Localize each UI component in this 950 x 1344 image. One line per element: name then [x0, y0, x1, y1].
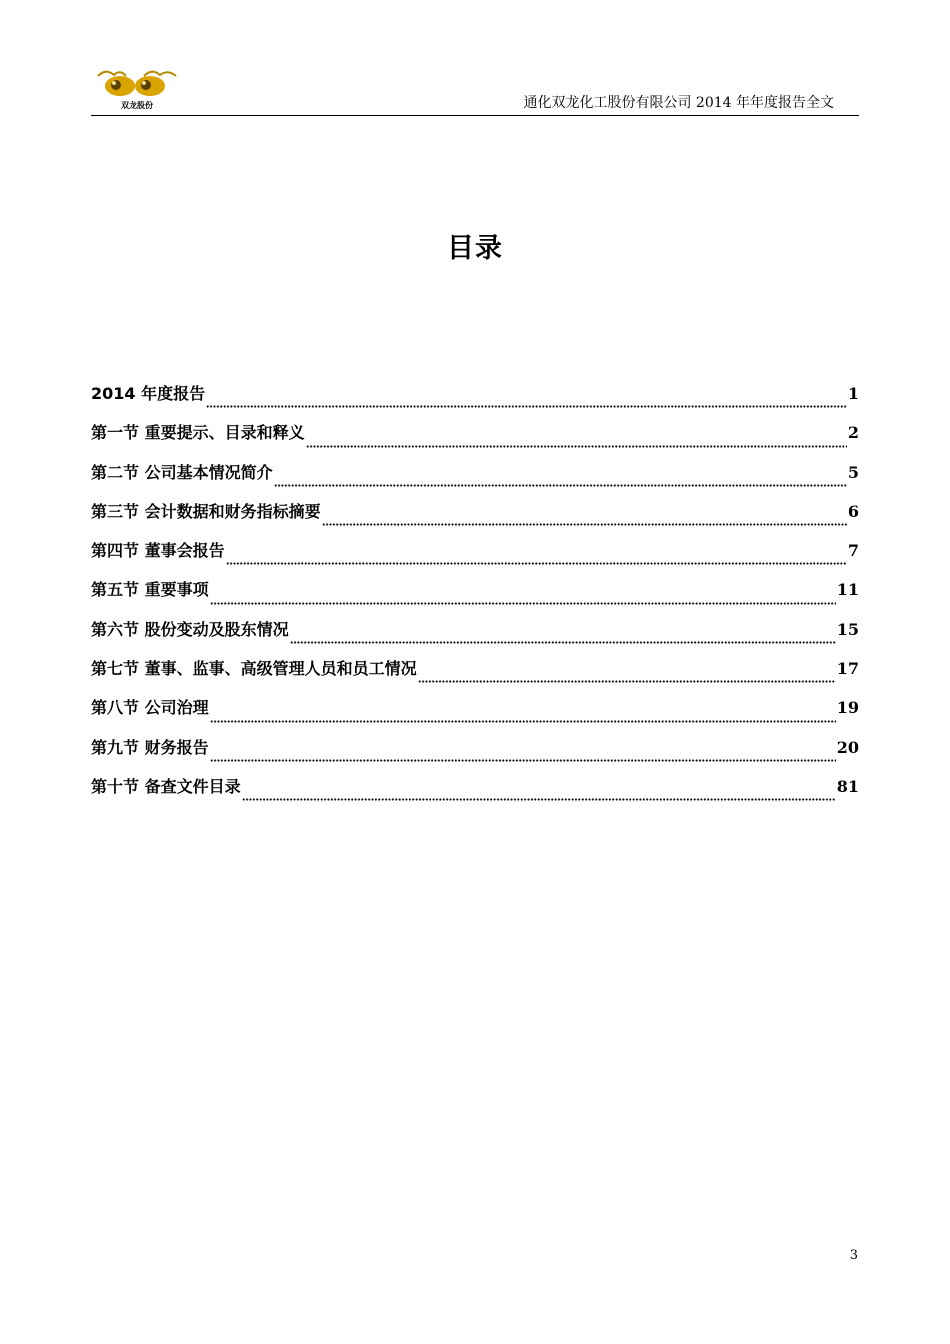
toc-entry[interactable] — [91, 420, 859, 459]
toc-entry[interactable] — [91, 617, 859, 656]
toc-entry-page: 2 — [847, 423, 859, 443]
toc-entry-label: 第四节 董事会报告 — [91, 541, 225, 561]
toc-entry-page: 1 — [847, 384, 859, 403]
logo-text: 双龙股份 — [121, 101, 153, 110]
toc-entry[interactable] — [91, 381, 859, 420]
toc-leader-dots — [210, 602, 836, 605]
toc-entry-page: 11 — [836, 580, 859, 600]
toc-entry-label: 第五节 重要事项 — [91, 580, 209, 600]
header-title: 通化双龙化工股份有限公司 2014 年年度报告全文 — [523, 95, 834, 111]
toc-entry-page: 19 — [836, 698, 859, 718]
toc-entry-label: 第七节 董事、监事、高级管理人员和员工情况 — [91, 659, 417, 679]
toc-entry-label: 第一节 重要提示、目录和释义 — [91, 423, 305, 443]
toc-entry[interactable] — [91, 735, 859, 774]
toc-entry-page: 5 — [847, 462, 859, 482]
company-logo — [92, 66, 182, 112]
toc-leader-dots — [418, 680, 836, 683]
toc-entry-page: 7 — [847, 541, 859, 561]
toc-leader-dots — [226, 562, 847, 565]
toc-entry-label: 第九节 财务报告 — [91, 737, 209, 757]
toc-entry-label: 第二节 公司基本情况简介 — [91, 462, 273, 482]
toc-entry[interactable] — [91, 499, 859, 538]
toc-entry-page: 15 — [836, 619, 859, 639]
toc-entry-label: 2014 年度报告 — [91, 384, 206, 403]
toc-leader-dots — [242, 798, 836, 801]
toc-entry[interactable] — [91, 577, 859, 616]
toc-entry[interactable] — [91, 774, 859, 813]
toc-leader-dots — [210, 759, 836, 762]
toc-leader-dots — [290, 641, 836, 644]
page-title: 目录 — [447, 233, 503, 264]
toc-entry[interactable] — [91, 460, 859, 499]
toc-entry-label: 第十节 备查文件目录 — [91, 776, 241, 796]
toc-entry-label: 第六节 股份变动及股东情况 — [91, 619, 289, 639]
toc-leader-dots — [322, 523, 847, 526]
toc-entry[interactable] — [91, 538, 859, 577]
toc-entry[interactable] — [91, 695, 859, 734]
toc-entry-page: 17 — [836, 659, 859, 679]
toc-entry-page: 81 — [836, 776, 859, 796]
toc-leader-dots — [210, 720, 836, 723]
header-divider — [91, 115, 859, 116]
toc-leader-dots — [206, 405, 847, 408]
toc-entry-page: 6 — [847, 501, 859, 521]
toc-entry-label: 第八节 公司治理 — [91, 698, 209, 718]
page-number: 3 — [849, 1248, 858, 1263]
toc-leader-dots — [306, 445, 847, 448]
toc-entry-page: 20 — [836, 737, 859, 757]
toc-entry-label: 第三节 会计数据和财务指标摘要 — [91, 501, 321, 521]
toc-entry[interactable] — [91, 656, 859, 695]
toc-leader-dots — [274, 484, 847, 487]
table-of-contents — [91, 381, 859, 813]
